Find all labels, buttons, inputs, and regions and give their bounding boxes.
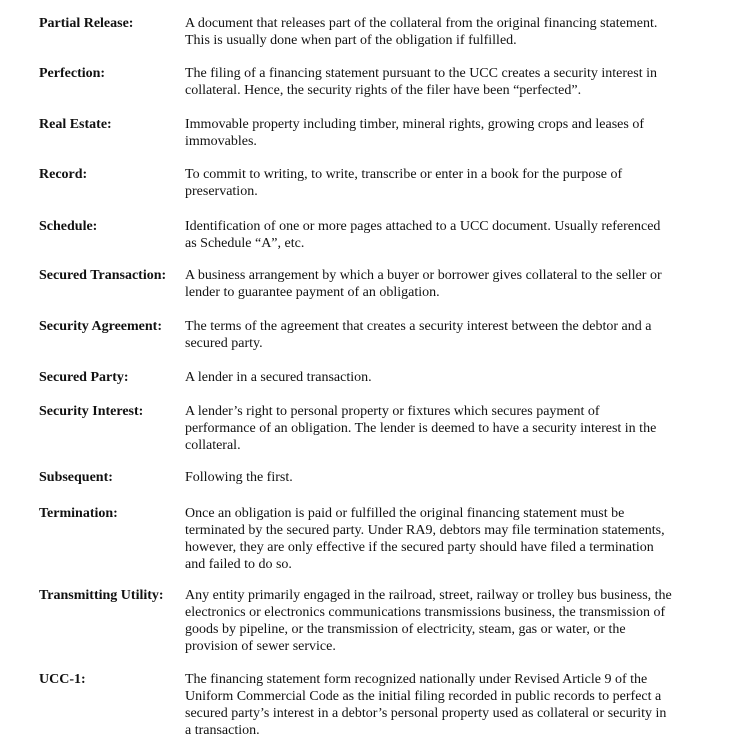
term: Subsequent:: [39, 470, 113, 485]
definition: Identification of one or more pages attached to a UCC document. Usually referenced as Schedule “A”, etc.: [185, 219, 661, 251]
definition: The financing statement form recognized nationally under Revised Article 9 of the Uniform Commercial Code as the initial filing recorded in public records to perfect a secured party’s interest in a debtor’s personal property used as collateral or security in a transaction.: [185, 672, 667, 738]
term: Termination:: [39, 506, 118, 521]
term: UCC-1:: [39, 672, 86, 687]
term: Secured Party:: [39, 370, 129, 385]
term: Security Interest:: [39, 404, 144, 419]
term: Schedule:: [39, 219, 98, 234]
definition: Once an obligation is paid or fulfilled the original financing statement must be terminated by the secured party. Under RA9, debtors may file termination statements, however, they are only effective if the secured party should have filed a termination and failed to do so.: [185, 506, 665, 572]
definition: To commit to writing, to write, transcribe or enter in a book for the purpose of preservation.: [185, 167, 623, 199]
definition: Any entity primarily engaged in the railroad, street, railway or trolley bus business, the electronics or electronics communications transmissions business, the transmission of goods by pipeline, or the transmission of electricity, steam, gas or water, or the provision of sewer service.: [185, 588, 672, 654]
definition: Immovable property including timber, mineral rights, growing crops and leases of immovables.: [185, 117, 644, 149]
definition: The terms of the agreement that creates a security interest between the debtor and a secured party.: [185, 319, 652, 351]
term: Record:: [39, 167, 88, 182]
term: Transmitting Utility:: [39, 588, 164, 603]
definition: A lender in a secured transaction.: [185, 370, 372, 385]
term: Secured Transaction:: [39, 268, 167, 283]
definition: A business arrangement by which a buyer or borrower gives collateral to the seller or lender to guarantee payment of an obligation.: [185, 268, 662, 300]
definition: Following the first.: [185, 470, 293, 485]
term: Partial Release:: [39, 16, 134, 31]
term: Perfection:: [39, 66, 106, 81]
definition: A document that releases part of the collateral from the original financing statement. This is usually done when part of the obligation if fulfilled.: [185, 16, 658, 48]
definition: A lender’s right to personal property or fixtures which secures payment of performance of an obligation. The lender is deemed to have a security interest in the collateral.: [185, 404, 657, 453]
term: Real Estate:: [39, 117, 112, 132]
definition: The filing of a financing statement pursuant to the UCC creates a security interest in collateral. Hence, the security rights of the filer have been “perfected”.: [185, 66, 657, 98]
term: Security Agreement:: [39, 319, 162, 334]
